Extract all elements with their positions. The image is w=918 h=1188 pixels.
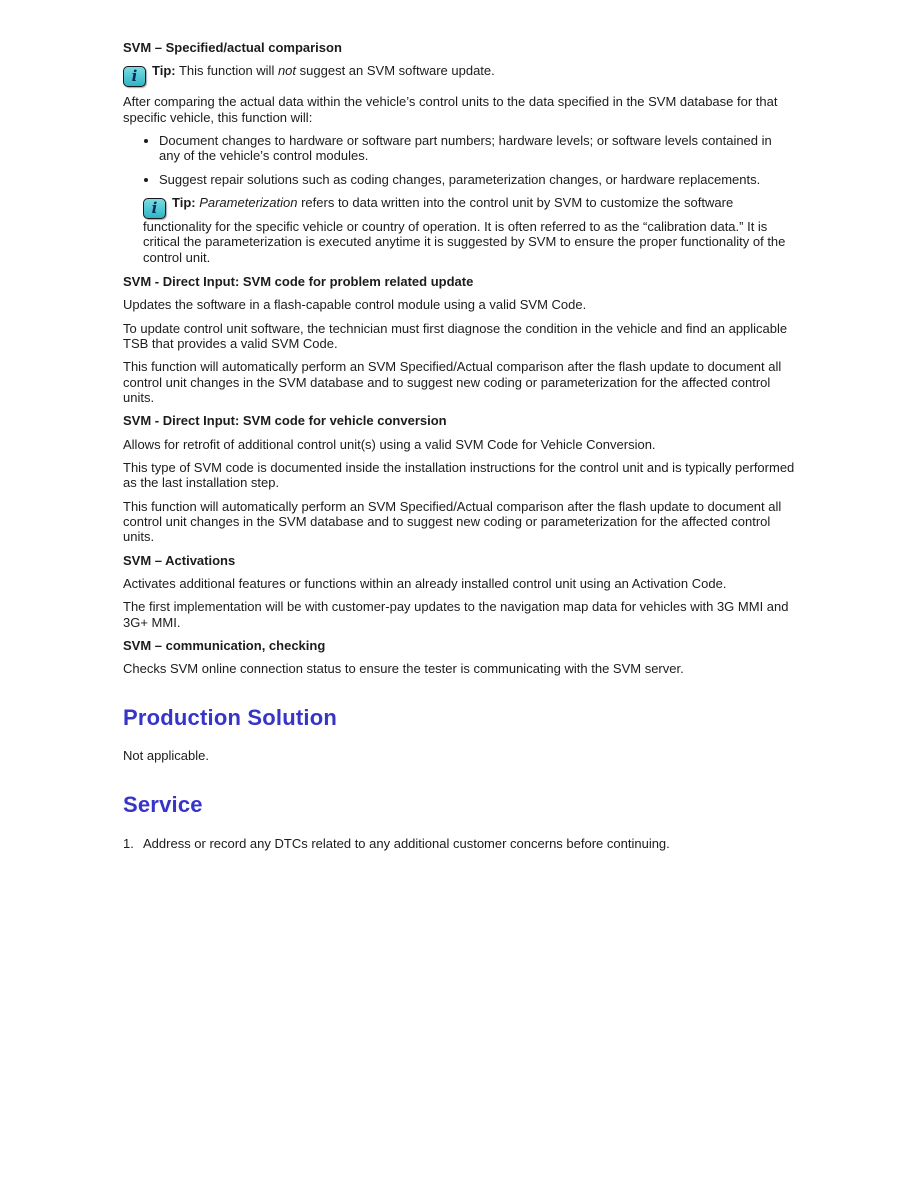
heading-svm-communication-checking: SVM – communication, checking bbox=[123, 637, 326, 653]
paragraph-after-comparing: After comparing the actual data within the vehicle’s control units to the data specified in the SVM database for that specific vehicle, this function will: bbox=[123, 94, 778, 125]
paragraph-not-applicable: Not applicable. bbox=[123, 748, 209, 764]
info-tip-icon bbox=[123, 66, 146, 87]
paragraph-checks-connection: Checks SVM online connection status to ensure the tester is communicating with the SVM server. bbox=[123, 661, 684, 677]
heading-svm-direct-input-problem-update: SVM - Direct Input: SVM code for problem related update bbox=[123, 273, 474, 289]
service-step-1 bbox=[123, 836, 795, 851]
heading-service: Service bbox=[123, 791, 203, 817]
paragraph-this-function-2: This function will automatically perform an SVM Specified/Actual comparison after the flash update to document all control unit changes in the SVM database and to suggest new coding or parameterization for the affected control units. bbox=[123, 498, 782, 545]
tip-label: Tip: bbox=[152, 63, 176, 79]
paragraph-this-function-1: This function will automatically perform an SVM Specified/Actual comparison after the flash update to document all control unit changes in the SVM database and to suggest new coding or parameterization for the affected control units. bbox=[123, 359, 782, 405]
paragraph-to-update: To update control unit software, the technician must first diagnose the condition in the vehicle and find an applicable TSB that provides a valid SVM Code. bbox=[123, 320, 788, 351]
info-glyph: i bbox=[151, 198, 158, 217]
step-number: 1. bbox=[123, 835, 134, 851]
paragraph-this-type: This type of SVM code is documented inside the installation instructions for the control unit and is typically performed as the last installation step. bbox=[123, 459, 795, 491]
tip-text-post: refers to data written into the control unit by SVM to customize the software functionality for the specific vehicle or country of operation. It is often referred to as the “calibration data.” It is critical the parameterization is executed anytime it is suggested by SVM to ensure the proper functionality of the control unit. bbox=[143, 194, 786, 265]
tip-text-emphasis: Parameterization bbox=[199, 194, 298, 210]
paragraph-updates-software: Updates the software in a flash-capable control module using a valid SVM Code. bbox=[123, 297, 587, 313]
paragraph-allows-retrofit: Allows for retrofit of additional control unit(s) using a valid SVM Code for Vehicle Conversion. bbox=[123, 436, 656, 452]
heading-svm-direct-input-vehicle-conversion: SVM - Direct Input: SVM code for vehicle conversion bbox=[123, 413, 447, 429]
tip-label: Tip: bbox=[172, 194, 200, 210]
svm-function-bullet-list bbox=[123, 133, 795, 187]
info-glyph: i bbox=[131, 67, 138, 86]
tip-note-parameterization bbox=[143, 195, 795, 265]
bullet-item-document-changes: • Document changes to hardware or software part numbers; hardware levels; or software levels contained in any of the vehicle’s control modules. bbox=[159, 133, 795, 164]
info-tip-icon bbox=[143, 198, 166, 219]
heading-svm-specified-actual-comparison: SVM – Specified/actual comparison bbox=[123, 40, 342, 55]
tip-text-post: suggest an SVM software update. bbox=[296, 63, 495, 79]
paragraph-activates-features: Activates additional features or functions within an already installed control unit using an Activation Code. bbox=[123, 575, 727, 591]
heading-production-solution: Production Solution bbox=[123, 704, 337, 730]
heading-svm-activations: SVM – Activations bbox=[123, 552, 236, 568]
paragraph-first-implementation: The first implementation will be with customer-pay updates to the navigation map data for vehicles with 3G MMI and 3G+ MMI. bbox=[123, 599, 789, 630]
step-text: Address or record any DTCs related to any additional customer concerns before continuing. bbox=[143, 835, 670, 851]
bullet-item-suggest-repairs: • Suggest repair solutions such as coding changes, parameterization changes, or hardware replacements. bbox=[159, 172, 795, 187]
tip-text-pre: This function will bbox=[175, 63, 278, 79]
tip-note-software-update bbox=[123, 63, 795, 87]
tip-text-emphasis: not bbox=[277, 63, 297, 79]
